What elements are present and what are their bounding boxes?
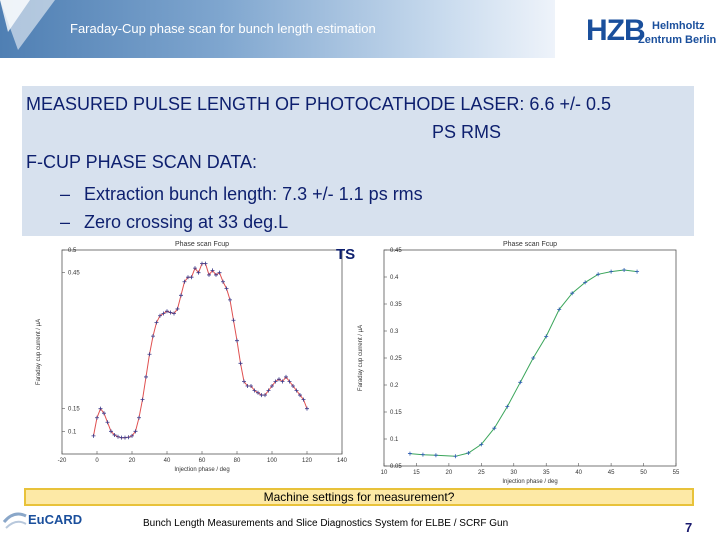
y-tick-label: 0.25 xyxy=(390,356,402,362)
y-tick-label: 0.05 xyxy=(390,464,402,470)
partial-heading-text: TS xyxy=(336,246,356,263)
x-tick-label: 15 xyxy=(413,470,420,476)
phase-scan-chart-left xyxy=(22,236,352,488)
chart-title: Phase scan Fcup xyxy=(502,241,558,248)
eucard-text: EuCARD xyxy=(28,512,83,527)
bullet-zero-crossing: Zero crossing at 33 deg.L xyxy=(84,212,289,232)
x-tick-label: 10 xyxy=(380,470,388,476)
x-tick-label: 25 xyxy=(477,470,485,476)
bullet-marker-2: – xyxy=(60,212,71,232)
y-tick-label: 0.1 xyxy=(68,429,77,436)
laser-pulse-heading: MEASURED PULSE LENGTH OF PHOTOCATHODE LASER: 6.6 +/- 0.5 xyxy=(26,94,611,114)
logo-letters: HZB xyxy=(586,14,645,47)
phase-scan-chart-right xyxy=(358,236,696,488)
logo-line1: Helmholtz xyxy=(652,20,705,32)
x-tick-label: 140 xyxy=(336,458,348,464)
chart-title: Phase scan Fcup xyxy=(174,241,230,248)
y-axis-label: Faraday cup current / µA xyxy=(36,318,42,386)
y-tick-label: 0.45 xyxy=(390,248,402,254)
slide-title: Faraday-Cup phase scan for bunch length estimation xyxy=(70,21,376,36)
x-tick-label: 120 xyxy=(301,458,313,464)
x-tick-label: 60 xyxy=(198,458,206,464)
y-tick-label: 0.35 xyxy=(390,302,402,308)
laser-pulse-heading-cont: PS RMS xyxy=(432,122,502,142)
x-tick-label: 40 xyxy=(163,458,171,464)
header-logo-mark xyxy=(0,0,60,58)
y-axis-label: Faraday cup current / µA xyxy=(358,324,364,392)
x-tick-label: 55 xyxy=(672,470,680,476)
hzb-logo xyxy=(580,12,717,58)
footer-text: Bunch Length Measurements and Slice Diagnostics System for ELBE / SCRF Gun xyxy=(143,518,509,529)
x-tick-label: 100 xyxy=(266,458,278,464)
fcup-heading: F-CUP PHASE SCAN DATA: xyxy=(26,152,258,172)
x-tick-label: 45 xyxy=(607,470,615,476)
eucard-swirl-icon xyxy=(0,508,28,534)
y-tick-label: 0.15 xyxy=(390,410,402,416)
x-axis-label: Injection phase / deg xyxy=(174,467,230,473)
x-tick-label: 40 xyxy=(575,470,583,476)
x-tick-label: 0 xyxy=(95,458,99,464)
x-tick-label: 30 xyxy=(510,470,518,476)
y-tick-label: 0.1 xyxy=(390,437,399,443)
y-tick-label: 0.15 xyxy=(68,406,80,413)
x-tick-label: 80 xyxy=(233,458,241,464)
eucard-logo xyxy=(0,508,85,534)
page-number: 7 xyxy=(685,520,693,535)
x-tick-label: 20 xyxy=(128,458,136,464)
summary-panel xyxy=(22,86,694,236)
x-tick-label: -20 xyxy=(57,458,67,464)
y-tick-label: 0.4 xyxy=(390,275,399,281)
y-tick-label: 0.45 xyxy=(68,270,80,277)
bullet-bunch-length: Extraction bunch length: 7.3 +/- 1.1 ps rms xyxy=(84,184,423,204)
x-tick-label: 50 xyxy=(640,470,647,476)
bullet-marker-1: – xyxy=(60,184,71,204)
x-tick-label: 20 xyxy=(445,470,453,476)
y-tick-label: 0.2 xyxy=(390,383,399,389)
y-tick-label: 0.5 xyxy=(68,248,77,254)
question-box: Machine settings for measurement? xyxy=(24,488,694,506)
x-tick-label: 35 xyxy=(542,470,550,476)
logo-line2: Zentrum Berlin xyxy=(638,34,717,46)
y-tick-label: 0.3 xyxy=(390,329,399,335)
x-axis-label: Injection phase / deg xyxy=(502,479,558,485)
